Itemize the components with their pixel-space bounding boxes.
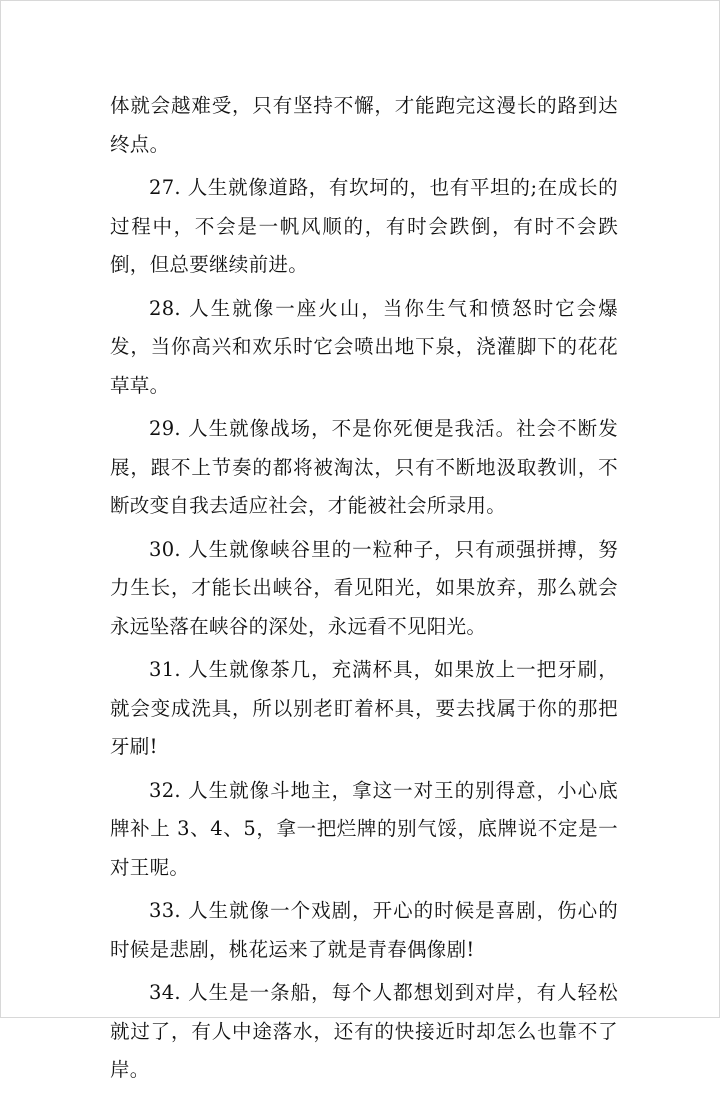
paragraph-34: 34. 人生是一条船，每个人都想划到对岸，有人轻松就过了，有人中途落水，还有的快接近时却怎么也靠不了岸。 (110, 981, 618, 1081)
paragraph-29: 29. 人生就像战场，不是你死便是我活。社会不断发展，跟不上节奏的都将被淘汰，只有不断地汲取教训，不断改变自我去适应社会，才能被社会所录用。 (110, 417, 618, 517)
paragraph-33: 33. 人生就像一个戏剧，开心的时候是喜剧，伤心的时候是悲剧，桃花运来了就是青春偶像剧! (110, 899, 618, 961)
paragraph-continued: 体就会越难受，只有坚持不懈，才能跑完这漫长的路到达终点。 (110, 94, 618, 156)
paragraph-27: 27. 人生就像道路，有坎坷的，也有平坦的;在成长的过程中，不会是一帆风顺的，有时会跌倒，有时不会跌倒，但总要继续前进。 (110, 176, 618, 276)
paragraph-30: 30. 人生就像峡谷里的一粒种子，只有顽强拼搏，努力生长，才能长出峡谷，看见阳光，如果放弃，那么就会永远坠落在峡谷的深处，永远看不见阳光。 (110, 537, 618, 638)
paragraph-32: 32. 人生就像斗地主，拿这一对王的别得意，小心底牌补上 3、4、5，拿一把烂牌的别气馁，底牌说不定是一对王呢。 (110, 778, 618, 879)
paragraph-28: 28. 人生就像一座火山，当你生气和愤怒时它会爆发，当你高兴和欢乐时它会喷出地下泉，浇灌脚下的花花草草。 (110, 296, 618, 397)
document-body (110, 87, 618, 1095)
paragraph-31: 31. 人生就像茶几，充满杯具，如果放上一把牙刷，就会变成洗具，所以别老盯着杯具，要去找属于你的那把牙刷! (110, 658, 618, 758)
